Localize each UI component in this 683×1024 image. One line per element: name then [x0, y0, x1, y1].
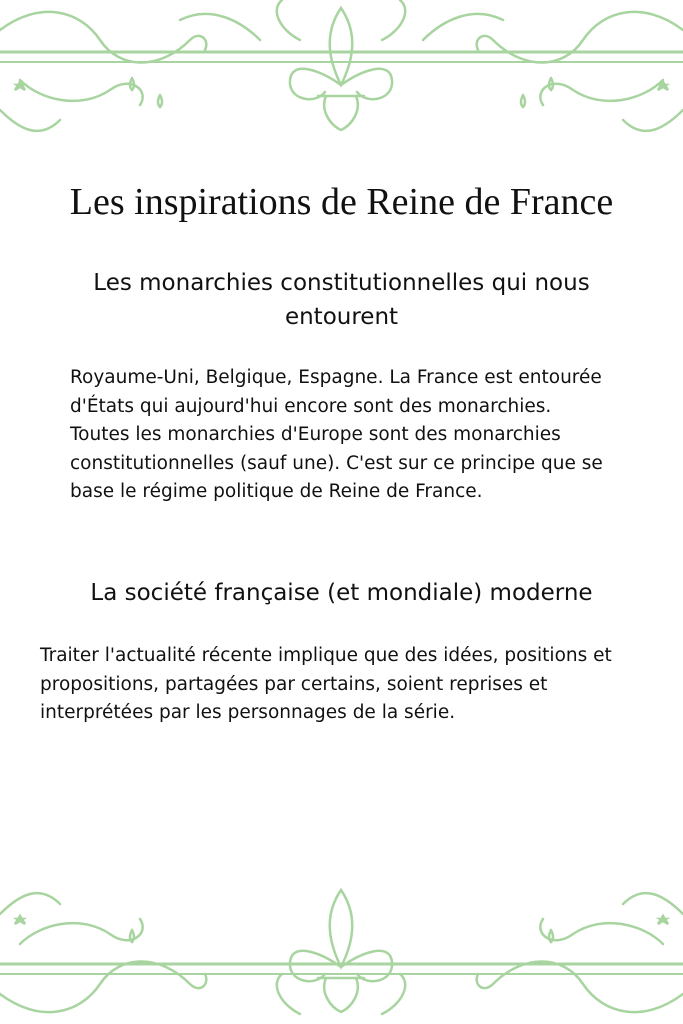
section-paragraph-monarchies — [70, 364, 630, 507]
section-heading-societe: La société française (et mondiale) moderne — [90, 580, 593, 606]
section-heading-monarchies: Les monarchies constitutionnelles qui nous entourent — [93, 270, 590, 330]
fleur-de-lis-icon — [0, 0, 683, 160]
page-title: Les inspirations de Reine de France — [69, 181, 614, 223]
bottom-ornament-border — [0, 864, 683, 1024]
section-paragraph-societe: Traiter l'actualité récente implique que des idées, positions et propositions, partagées par certains, soient reprises et interprétées par les personnages de la série. — [40, 645, 612, 724]
fleur-de-lis-icon — [0, 864, 683, 1024]
top-ornament-border — [0, 0, 683, 160]
paragraph-text: Royaume-Uni, Belgique, Espagne. La France est entourée d'États qui aujourd'hui encore sont des monarchies. — [70, 367, 602, 417]
paragraph-text: Toutes les monarchies d'Europe sont des monarchies constitutionnelles (sauf une). C'est sur ce principe que se base le régime politique de Reine de France. — [70, 424, 603, 503]
